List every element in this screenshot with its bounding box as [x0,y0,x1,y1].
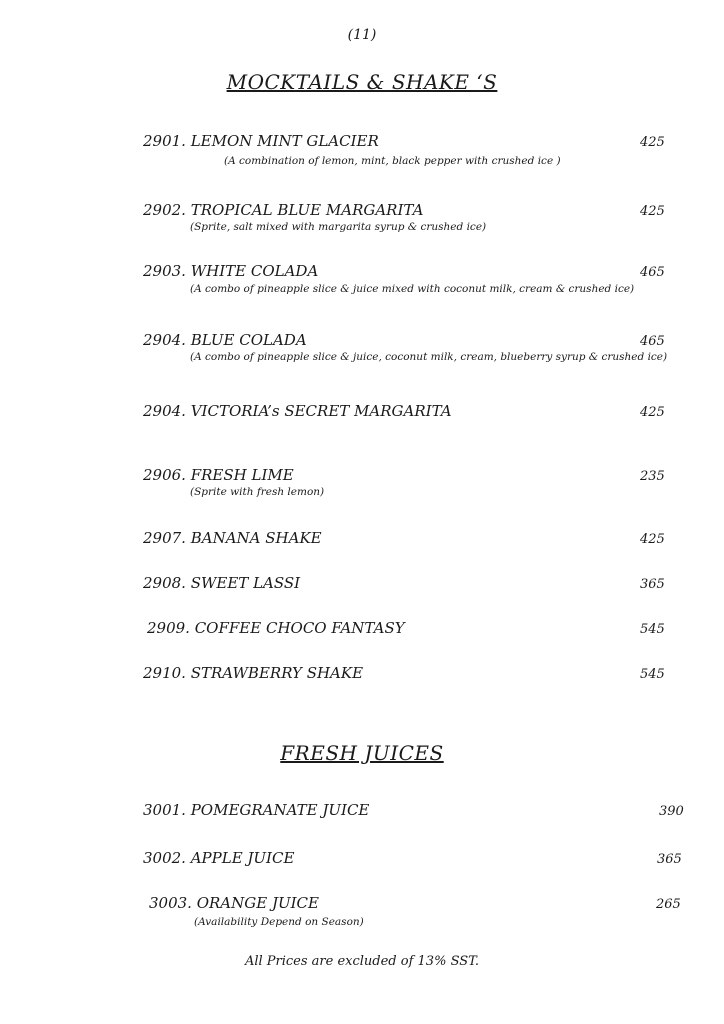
juices-section-title: FRESH JUICES [280,741,444,765]
menu-item-name: 2910. STRAWBERRY SHAKE [143,664,364,682]
mocktails-section-title: MOCKTAILS & SHAKE ‘S [226,70,498,94]
menu-item-name: 2907. BANANA SHAKE [143,529,322,547]
menu-item-price: 425 [640,532,665,547]
menu-item-price: 425 [640,204,665,219]
menu-item-name: 2908. SWEET LASSI [143,574,301,592]
menu-item-price: 365 [657,852,682,867]
menu-item-name: 3003. ORANGE JUICE [149,894,319,912]
menu-item-description: (A combination of lemon, mint, black pepper with crushed ice ) [224,155,561,167]
menu-item-description: (A combo of pineapple slice & juice mixed with coconut milk, cream & crushed ice) [190,283,635,295]
price-footnote: All Prices are excluded of 13% SST. [244,954,480,969]
menu-item-description: (Sprite with fresh lemon) [190,486,325,498]
menu-item-name: 2909. COFFEE CHOCO FANTASY [147,619,405,637]
menu-item-name: 2903. WHITE COLADA [143,262,319,280]
menu-item-price: 425 [640,405,665,420]
menu-item-name: 3001. POMEGRANATE JUICE [143,801,370,819]
menu-item-name: 2904. BLUE COLADA [143,331,307,349]
menu-item-price: 365 [640,577,665,592]
menu-item-price: 390 [659,804,684,819]
menu-item-price: 545 [640,667,665,682]
menu-item-price: 265 [656,897,681,912]
menu-item-price: 465 [640,265,665,280]
menu-item-name: 2901. LEMON MINT GLACIER [143,132,379,150]
page-number: (11) [347,27,377,43]
menu-item-description: (A combo of pineapple slice & juice, coconut milk, cream, blueberry syrup & crushed ice) [190,351,668,363]
menu-item-name: 2902. TROPICAL BLUE MARGARITA [143,201,424,219]
menu-item-description: (Availability Depend on Season) [194,916,364,928]
menu-item-price: 235 [640,469,665,484]
menu-item-name: 3002. APPLE JUICE [143,849,295,867]
menu-item-price: 425 [640,135,665,150]
menu-item-price: 545 [640,622,665,637]
menu-item-name: 2904. VICTORIA’s SECRET MARGARITA [143,402,452,420]
menu-item-name: 2906. FRESH LIME [143,466,294,484]
menu-item-price: 465 [640,334,665,349]
menu-item-description: (Sprite, salt mixed with margarita syrup & crushed ice) [190,221,487,233]
